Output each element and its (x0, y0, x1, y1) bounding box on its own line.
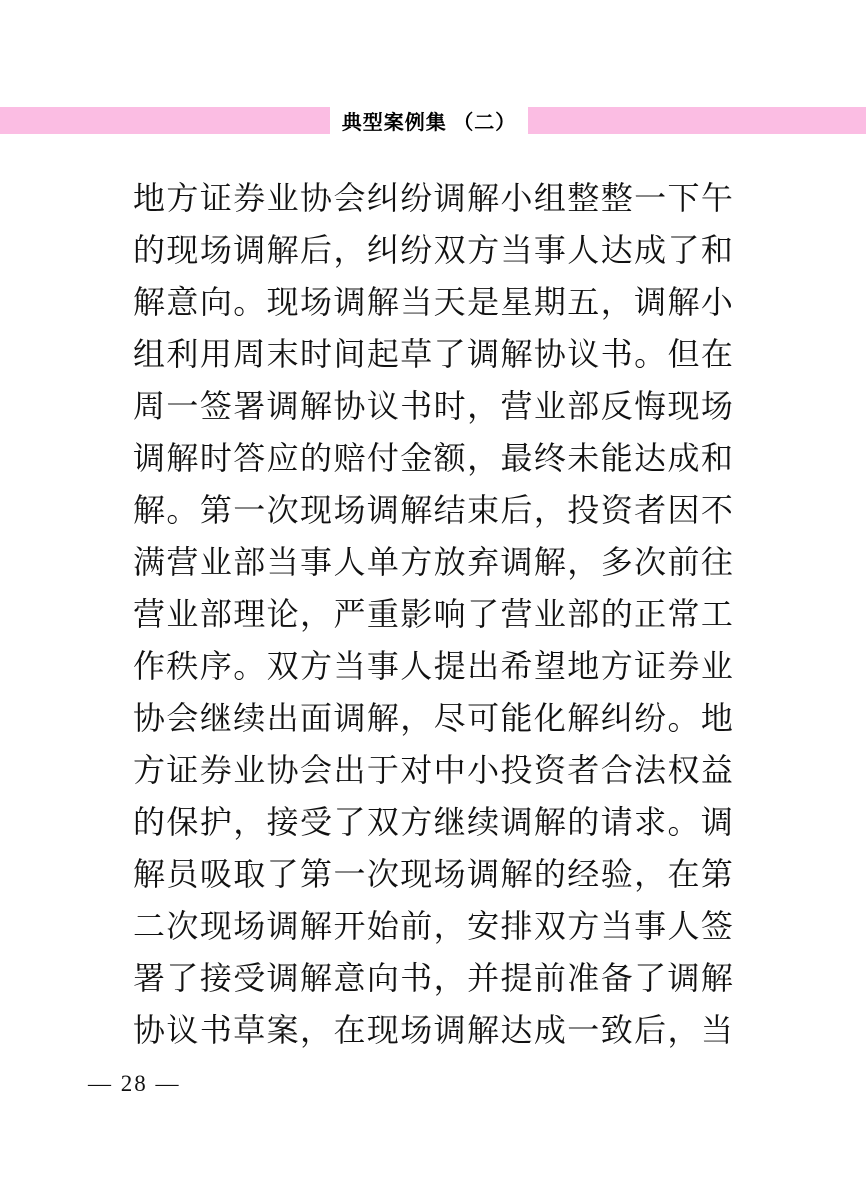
text-line: 协 议 书 草 案 ， 在 现 场 调 解 达 成 一 致 后 ， 当 (133, 1012, 733, 1048)
page-number: — 28 — (88, 1071, 181, 1096)
text-line: 解 意 向 。 现 场 调 解 当 天 是 星 期 五 ， 调 解 小 (133, 284, 733, 320)
header-band-left (0, 107, 330, 134)
text-line: 作 秩 序 。 双 方 当 事 人 提 出 希 望 地 方 证 券 业 (133, 648, 733, 684)
text-line: 二 次 现 场 调 解 开 始 前 ， 安 排 双 方 当 事 人 签 (133, 908, 733, 944)
text-line: 的 现 场 调 解 后 ， 纠 纷 双 方 当 事 人 达 成 了 和 (133, 232, 733, 268)
document-body (133, 170, 733, 1054)
header-band-right (528, 107, 866, 134)
text-line: 满 营 业 部 当 事 人 单 方 放 弃 调 解 ， 多 次 前 往 (133, 544, 733, 580)
text-line: 解 。 第 一 次 现 场 调 解 结 束 后 ， 投 资 者 因 不 (133, 492, 733, 528)
text-line: 解 员 吸 取 了 第 一 次 现 场 调 解 的 经 验 ， 在 第 (133, 856, 733, 892)
text-line: 营 业 部 理 论 ， 严 重 影 响 了 营 业 部 的 正 常 工 (133, 596, 733, 632)
text-line: 署 了 接 受 调 解 意 向 书 ， 并 提 前 准 备 了 调 解 (133, 960, 733, 996)
text-line: 调 解 时 答 应 的 赔 付 金 额 ， 最 终 未 能 达 成 和 (133, 440, 733, 476)
text-line: 周 一 签 署 调 解 协 议 书 时 ， 营 业 部 反 悔 现 场 (133, 388, 733, 424)
text-line: 协 会 继 续 出 面 调 解 ， 尽 可 能 化 解 纠 纷 。 地 (133, 700, 733, 736)
text-line: 方 证 券 业 协 会 出 于 对 中 小 投 资 者 合 法 权 益 (133, 752, 733, 788)
header-title: 典型案例集 （二） (341, 111, 517, 134)
text-line: 组 利 用 周 末 时 间 起 草 了 调 解 协 议 书 。 但 在 (133, 336, 733, 372)
text-line: 的 保 护 ， 接 受 了 双 方 继 续 调 解 的 请 求 。 调 (133, 804, 733, 840)
text-line: 地 方 证 券 业 协 会 纠 纷 调 解 小 组 整 整 一 下 午 (133, 180, 733, 216)
